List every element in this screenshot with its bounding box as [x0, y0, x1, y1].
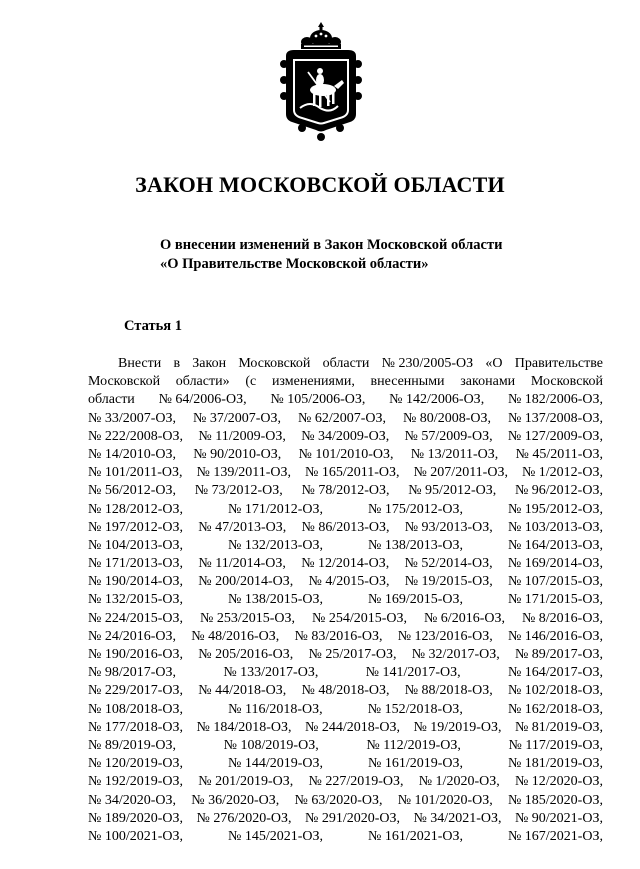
body-word: № 102/2018-ОЗ, — [507, 683, 603, 699]
body-word: № 169/2015-ОЗ, — [367, 592, 464, 608]
body-word: № 107/2015-ОЗ, — [507, 574, 603, 590]
body-word: № 19/2015-ОЗ, — [404, 574, 493, 590]
body-word: № 89/2017-ОЗ, — [514, 647, 603, 662]
body-word: № 36/2020-ОЗ, — [191, 792, 280, 808]
body-word: № 161/2021-ОЗ, — [367, 828, 464, 844]
body-word: Московской — [238, 356, 311, 371]
body-word: Московской — [530, 374, 603, 390]
body-word: № 32/2017-ОЗ, — [411, 647, 500, 662]
body-word: № 4/2015-ОЗ, — [308, 574, 390, 590]
body-word: № 142/2006-ОЗ, — [389, 392, 485, 408]
body-word: № 146/2016-ОЗ, — [507, 628, 603, 644]
body-word: № 175/2012-ОЗ, — [367, 501, 464, 517]
body-word: № 133/2017-ОЗ, — [223, 665, 319, 681]
body-word: № 116/2018-ОЗ, — [228, 701, 323, 717]
body-line — [88, 792, 603, 810]
body-word: № 171/2015-ОЗ, — [507, 592, 603, 608]
body-word: № 34/2020-ОЗ, — [88, 792, 177, 808]
body-line — [88, 482, 603, 500]
body-word: № 34/2009-ОЗ, — [301, 428, 390, 444]
body-word: № 108/2018-ОЗ, — [88, 701, 184, 717]
subtitle-line: О внесении изменений в Закон Московской области — [160, 237, 503, 253]
body-word: № 162/2018-ОЗ, — [507, 701, 603, 717]
body-word: (с — [245, 374, 257, 390]
body-word: № 14/2010-ОЗ, — [88, 446, 177, 462]
body-word: № 11/2009-ОЗ, — [198, 428, 286, 444]
body-word: № 56/2012-ОЗ, — [88, 483, 177, 499]
body-word: № 64/2006-ОЗ, — [158, 392, 247, 408]
article-heading: Статья 1 — [124, 318, 182, 334]
body-word: № 184/2018-ОЗ, — [196, 719, 292, 735]
body-line — [88, 446, 603, 464]
body-word: № 167/2021-ОЗ, — [507, 828, 603, 844]
body-word: № 12/2020-ОЗ, — [514, 774, 603, 790]
body-word: № 101/2011-ОЗ, — [88, 465, 183, 481]
body-line — [88, 391, 603, 409]
body-word: № 123/2016-ОЗ, — [397, 628, 493, 644]
body-word: № 222/2008-ОЗ, — [88, 428, 184, 444]
body-line — [88, 682, 603, 700]
body-word: № 47/2013-ОЗ, — [198, 519, 287, 535]
body-word: № 89/2019-ОЗ, — [88, 737, 177, 753]
body-word: № 253/2015-ОЗ, — [199, 610, 296, 626]
body-word: № 52/2014-ОЗ, — [404, 556, 493, 572]
body-word: № 192/2019-ОЗ, — [88, 774, 184, 790]
body-word: № 165/2011-ОЗ, — [304, 465, 400, 481]
body-word: № 25/2017-ОЗ, — [308, 647, 397, 662]
body-word: № 34/2021-ОЗ, — [413, 810, 502, 826]
body-word: изменениями, — [271, 374, 355, 390]
body-line — [88, 355, 603, 373]
body-word: № 45/2011-ОЗ, — [515, 446, 603, 462]
body-word: № 96/2012-ОЗ, — [514, 483, 603, 499]
body-word: № 139/2011-ОЗ, — [196, 465, 291, 481]
body-word: № 190/2016-ОЗ, — [88, 647, 184, 662]
body-word: № 254/2015-ОЗ, — [311, 610, 408, 626]
body-word: № 201/2019-ОЗ, — [198, 774, 294, 790]
body-word: № 145/2021-ОЗ, — [227, 828, 324, 844]
body-word: № 8/2016-ОЗ, — [521, 610, 603, 626]
body-word: № 171/2012-ОЗ, — [227, 501, 324, 517]
body-word: № 93/2013-ОЗ, — [404, 519, 493, 535]
body-word: № 227/2019-ОЗ, — [308, 774, 404, 790]
body-word: № 164/2017-ОЗ, — [507, 665, 603, 681]
body-word: № 161/2019-ОЗ, — [367, 756, 464, 772]
body-word: № 164/2013-ОЗ, — [507, 537, 603, 553]
body-word: № 101/2010-ОЗ, — [298, 446, 394, 462]
body-line — [88, 519, 603, 537]
body-word: № 127/2009-ОЗ, — [507, 428, 603, 444]
body-word: № 95/2012-ОЗ, — [408, 483, 497, 499]
body-line — [88, 773, 603, 791]
body-word: № 132/2015-ОЗ, — [88, 592, 184, 608]
body-word: № 11/2014-ОЗ, — [198, 556, 286, 572]
body-word: законами — [460, 374, 516, 390]
body-word: № 152/2018-ОЗ, — [367, 701, 463, 717]
body-word: № 207/2011-ОЗ, — [413, 465, 508, 481]
subtitle-line: «О Правительстве Московской области» — [160, 256, 429, 272]
body-word: № 19/2019-ОЗ, — [413, 719, 502, 735]
body-word: Правительстве — [514, 356, 603, 371]
body-word: № 101/2020-ОЗ, — [397, 792, 493, 808]
body-word: № 86/2013-ОЗ, — [301, 519, 390, 535]
body-line — [88, 719, 603, 737]
body-word: Закон — [192, 356, 227, 371]
body-line — [88, 555, 603, 573]
body-word: № 141/2017-ОЗ, — [365, 665, 461, 681]
body-line — [88, 828, 603, 846]
body-word: № 105/2006-ОЗ, — [270, 392, 366, 408]
body-word: № 244/2018-ОЗ, — [304, 719, 401, 735]
body-word: № 169/2014-ОЗ, — [507, 556, 603, 572]
body-word: № 1/2012-ОЗ, — [521, 465, 603, 481]
body-word: № 90/2010-ОЗ, — [193, 446, 282, 462]
body-word: № 81/2019-ОЗ, — [514, 719, 603, 735]
body-word: № 88/2018-ОЗ, — [404, 683, 493, 699]
body-word: № 37/2007-ОЗ, — [192, 410, 282, 426]
body-line — [88, 755, 603, 773]
moscow-oblast-coat-of-arms-icon — [280, 20, 362, 142]
body-word: № 205/2016-ОЗ, — [198, 647, 294, 662]
body-word: № 177/2018-ОЗ, — [88, 719, 184, 735]
body-word: № 137/2008-ОЗ, — [507, 410, 603, 426]
body-word: № 200/2014-ОЗ, — [198, 574, 294, 590]
body-word: № 6/2016-ОЗ, — [423, 610, 505, 626]
body-word: № 83/2016-ОЗ, — [294, 628, 383, 644]
body-line — [88, 737, 603, 755]
body-word: № 90/2021-ОЗ, — [514, 810, 603, 826]
body-line — [88, 373, 603, 391]
body-word: № 73/2012-ОЗ, — [194, 483, 283, 499]
body-word: № 112/2019-ОЗ, — [366, 737, 461, 753]
body-line — [88, 410, 603, 428]
body-word: № 57/2009-ОЗ, — [404, 428, 493, 444]
body-word: № 44/2018-ОЗ, — [198, 683, 287, 699]
body-word: № 276/2020-ОЗ, — [196, 810, 292, 826]
body-word: № 117/2019-ОЗ, — [508, 737, 603, 753]
body-line — [88, 591, 603, 609]
body-word: внесенными — [370, 374, 445, 390]
body-word: № 182/2006-ОЗ, — [507, 392, 603, 408]
body-word: № 229/2017-ОЗ, — [88, 683, 184, 699]
body-word: № 224/2015-ОЗ, — [88, 610, 184, 626]
body-line — [88, 646, 603, 664]
body-word: № 48/2016-ОЗ, — [191, 628, 280, 644]
body-line — [88, 428, 603, 446]
body-word: Московской — [88, 374, 161, 390]
body-word: № 138/2013-ОЗ, — [367, 537, 464, 553]
body-word: области — [322, 356, 370, 371]
body-word: № 138/2015-ОЗ, — [227, 592, 324, 608]
body-word: № 63/2020-ОЗ, — [294, 792, 383, 808]
body-line — [88, 810, 603, 828]
body-word: № 24/2016-ОЗ, — [88, 628, 177, 644]
body-word: № 291/2020-ОЗ, — [304, 810, 401, 826]
body-word: области — [88, 392, 135, 408]
body-line — [88, 610, 603, 628]
body-word: № 132/2013-ОЗ, — [227, 537, 324, 553]
body-word: № 120/2019-ОЗ, — [88, 756, 184, 772]
body-word: № 144/2019-ОЗ, — [227, 756, 324, 772]
body-word: № 13/2011-ОЗ, — [410, 446, 499, 462]
body-word: № 33/2007-ОЗ, — [88, 410, 177, 426]
body-word: № 100/2021-ОЗ, — [88, 828, 184, 844]
body-word: № 195/2012-ОЗ, — [507, 501, 603, 517]
body-word: № 185/2020-ОЗ, — [507, 792, 603, 808]
body-line — [88, 664, 603, 682]
body-word: № 103/2013-ОЗ, — [507, 519, 603, 535]
body-word: № 190/2014-ОЗ, — [88, 574, 184, 590]
body-word: области» — [175, 374, 230, 390]
body-word: № 12/2014-ОЗ, — [301, 556, 390, 572]
body-word: № 80/2008-ОЗ, — [402, 410, 491, 426]
body-word: № 1/2020-ОЗ, — [418, 774, 500, 790]
page-title: ЗАКОН МОСКОВСКОЙ ОБЛАСТИ — [135, 172, 505, 197]
body-word: № 189/2020-ОЗ, — [88, 810, 184, 826]
body-line — [88, 701, 603, 719]
body-word: № 197/2012-ОЗ, — [88, 519, 184, 535]
document-subtitle — [160, 236, 540, 274]
body-line — [88, 464, 603, 482]
body-line — [88, 628, 603, 646]
body-word: № 108/2019-ОЗ, — [223, 737, 319, 753]
body-line — [88, 537, 603, 555]
body-word: № 104/2013-ОЗ, — [88, 537, 184, 553]
body-word: № 78/2012-ОЗ, — [301, 483, 390, 499]
body-line — [88, 501, 603, 519]
body-word: № 181/2019-ОЗ, — [507, 756, 603, 772]
body-word: № 230/2005-ОЗ — [381, 356, 474, 371]
body-line — [88, 573, 603, 591]
body-word: № 48/2018-ОЗ, — [301, 683, 390, 699]
body-word: Внести — [118, 356, 162, 371]
body-word: № 128/2012-ОЗ, — [88, 501, 184, 517]
body-word: № 62/2007-ОЗ, — [297, 410, 387, 426]
body-word: № 171/2013-ОЗ, — [88, 556, 184, 572]
body-word: в — [173, 356, 181, 371]
body-word: № 98/2017-ОЗ, — [88, 665, 177, 681]
article-body — [88, 355, 603, 846]
body-word: «О — [485, 356, 503, 371]
